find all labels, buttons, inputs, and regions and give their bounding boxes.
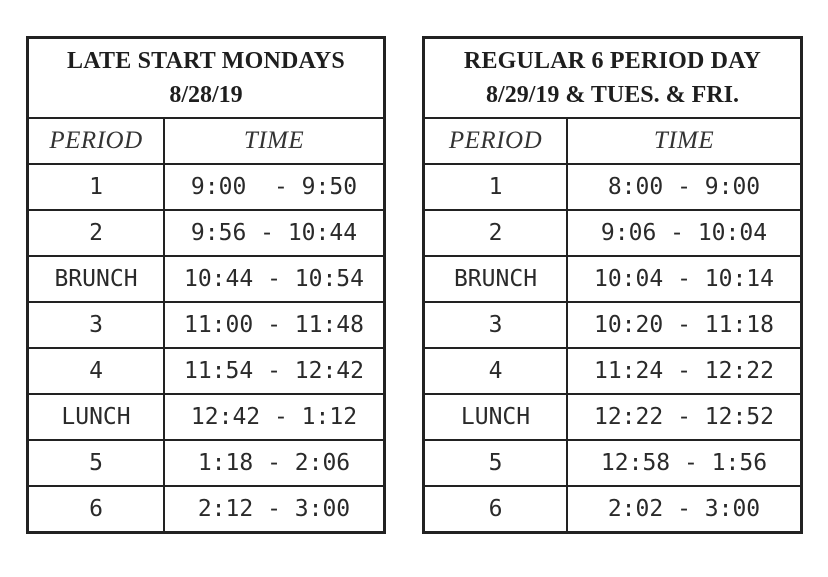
period-cell: 2	[425, 210, 567, 256]
time-cell: 12:42 - 1:12	[164, 394, 383, 440]
time-cell: 9:00 - 9:50	[164, 164, 383, 210]
period-cell: 4	[425, 348, 567, 394]
column-header-row	[29, 119, 383, 164]
period-cell: LUNCH	[425, 394, 567, 440]
late-start-schedule-table	[26, 36, 386, 534]
period-cell: BRUNCH	[425, 256, 567, 302]
time-cell: 2:02 - 3:00	[567, 486, 800, 531]
time-cell: 12:58 - 1:56	[567, 440, 800, 486]
time-cell: 12:22 - 12:52	[567, 394, 800, 440]
period-cell: BRUNCH	[29, 256, 164, 302]
table-row	[29, 210, 383, 256]
period-cell: 4	[29, 348, 164, 394]
time-cell: 11:54 - 12:42	[164, 348, 383, 394]
table-row	[425, 440, 800, 486]
time-column-header: TIME	[653, 127, 715, 154]
period-cell: 6	[425, 486, 567, 531]
schedule-grid	[29, 119, 383, 531]
table-row	[425, 348, 800, 394]
period-cell: 5	[29, 440, 164, 486]
table-row	[425, 164, 800, 210]
schedule-date: 8/29/19 & TUES. & FRI.	[486, 82, 739, 108]
column-header-row	[425, 119, 800, 164]
table-row	[29, 486, 383, 531]
time-cell: 9:56 - 10:44	[164, 210, 383, 256]
period-cell: 6	[29, 486, 164, 531]
time-cell: 1:18 - 2:06	[164, 440, 383, 486]
table-row	[29, 256, 383, 302]
table-row	[29, 348, 383, 394]
table-row	[29, 394, 383, 440]
time-cell: 9:06 - 10:04	[567, 210, 800, 256]
table-row	[425, 256, 800, 302]
period-cell: 1	[425, 164, 567, 210]
time-cell: 2:12 - 3:00	[164, 486, 383, 531]
schedule-header	[425, 39, 800, 119]
table-row	[29, 164, 383, 210]
table-row	[29, 302, 383, 348]
time-cell: 11:24 - 12:22	[567, 348, 800, 394]
period-cell: 1	[29, 164, 164, 210]
period-cell: LUNCH	[29, 394, 164, 440]
period-column-header: PERIOD	[425, 119, 567, 164]
period-column-header: PERIOD	[29, 119, 164, 164]
table-row	[425, 302, 800, 348]
time-cell: 10:04 - 10:14	[567, 256, 800, 302]
time-cell: 11:00 - 11:48	[164, 302, 383, 348]
schedule-title: REGULAR 6 PERIOD DAY	[463, 48, 762, 74]
time-cell: 10:44 - 10:54	[164, 256, 383, 302]
time-column-header: TIME	[243, 127, 305, 154]
period-cell: 3	[29, 302, 164, 348]
table-row	[425, 394, 800, 440]
table-row	[425, 210, 800, 256]
period-cell: 5	[425, 440, 567, 486]
schedule-date: 8/28/19	[169, 82, 243, 108]
schedule-grid	[425, 119, 800, 531]
time-cell: 8:00 - 9:00	[567, 164, 800, 210]
schedule-header	[29, 39, 383, 119]
regular-day-schedule-table	[422, 36, 803, 534]
time-cell: 10:20 - 11:18	[567, 302, 800, 348]
period-cell: 2	[29, 210, 164, 256]
table-row	[29, 440, 383, 486]
table-row	[425, 486, 800, 531]
schedule-title: LATE START MONDAYS	[67, 48, 345, 74]
period-cell: 3	[425, 302, 567, 348]
